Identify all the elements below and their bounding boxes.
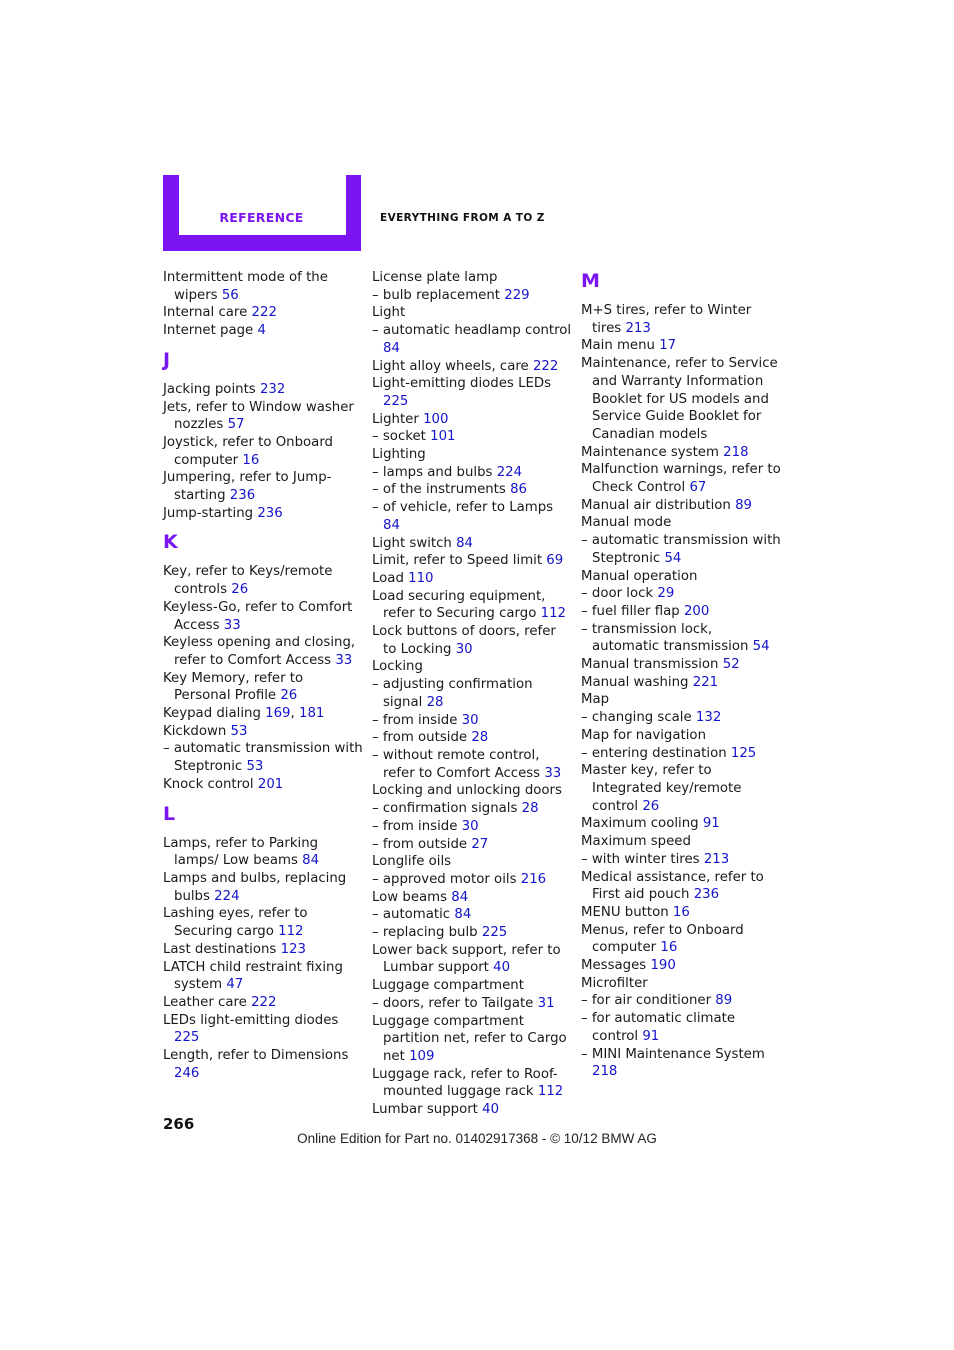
index-entry (581, 957, 781, 975)
index-entry (581, 745, 781, 763)
page-link[interactable]: 89 (715, 993, 733, 1009)
index-entry (372, 322, 572, 357)
index-entry (372, 464, 572, 482)
index-letter-heading: J (163, 348, 171, 371)
index-entry (581, 585, 781, 603)
index-entry (581, 603, 781, 621)
index-letter-heading: M (581, 270, 600, 292)
page-link[interactable]: 224 (496, 464, 523, 480)
index-entry (372, 836, 572, 854)
index-entry-text: Light alloy wheels, care (372, 358, 529, 374)
index-entry (581, 1010, 781, 1045)
page-link[interactable]: 52 (722, 657, 740, 673)
page-link[interactable]: 26 (280, 688, 298, 704)
index-entry (372, 287, 572, 305)
index-entry-text: Maximum speed (581, 834, 691, 850)
index-entry-text: Messages (581, 958, 647, 974)
index-entry-text: – automatic transmission with Steptronic (163, 741, 363, 775)
index-entry (372, 889, 572, 907)
index-entry (372, 428, 572, 446)
index-entry-text: – fuel filler flap (581, 603, 680, 619)
index-entry (581, 302, 781, 337)
index-entry-text: Luggage rack, refer to Roof-mounted luggage rack (372, 1066, 558, 1100)
page-link[interactable]: 30 (461, 712, 479, 728)
index-entry-text: – transmission lock, automatic transmission (581, 621, 749, 655)
index-entry-text: Microfilter (581, 975, 648, 991)
index-entry (372, 712, 572, 730)
index-entry-text: Lock buttons of doors, refer to Locking (372, 624, 556, 657)
index-entry-text: Intermittent mode of the wipers (163, 270, 328, 303)
page-link[interactable]: 86 (510, 482, 527, 498)
page-link[interactable]: 218 (592, 1064, 618, 1080)
index-entry (581, 727, 781, 745)
index-entry-text: – from outside (372, 836, 468, 852)
index-entry (372, 1066, 572, 1101)
index-entry-text: LEDs light-emitting diodes (163, 1012, 339, 1028)
index-entry (372, 942, 572, 977)
page-link[interactable]: 112 (278, 924, 304, 940)
index-entry: Keypad dialing 169, 181 (163, 706, 325, 722)
reference-tab-inner (179, 175, 346, 235)
index-entry-text: Keypad dialing (163, 706, 261, 722)
index-entry (581, 833, 781, 851)
index-entry (163, 399, 363, 434)
index-entry (372, 411, 572, 429)
page-link[interactable]: 221 (692, 674, 719, 690)
page-link[interactable]: 132 (695, 710, 722, 726)
page-link[interactable]: 123 (280, 941, 306, 957)
page-link[interactable]: 29 (657, 586, 675, 602)
page-link[interactable]: 110 (408, 570, 434, 586)
index-entry-text: Key, refer to Keys/remote controls (163, 564, 333, 598)
page-link[interactable]: 222 (251, 994, 277, 1010)
index-entry-text: Keyless-Go, refer to Comfort Access (163, 599, 353, 633)
index-entry-text: Keyless opening and closing, refer to Comfort Access (163, 635, 356, 668)
index-entry-text: – for automatic climate control (581, 1011, 736, 1044)
page-link[interactable]: 224 (214, 888, 240, 904)
index-entry-text: Load (372, 570, 404, 586)
index-entry (372, 481, 572, 499)
index-entry-text: – of the instruments (372, 482, 506, 498)
page-link[interactable]: 236 (693, 887, 720, 903)
index-entry (163, 723, 363, 741)
index-entry-text: Longlife oils (372, 854, 452, 870)
index-entry (372, 676, 572, 711)
index-entry-text: Joystick, refer to Onboard computer (163, 434, 334, 468)
page-link[interactable]: 56 (221, 287, 239, 303)
index-entry-text: Jets, refer to Window washer nozzles (163, 399, 354, 433)
page-link[interactable]: 112 (540, 606, 566, 622)
page-link[interactable]: 213 (703, 851, 730, 867)
index-entry (372, 1101, 572, 1119)
index-entry (581, 497, 781, 515)
index-entry (372, 977, 572, 995)
index-entry-text: MENU button (581, 904, 669, 920)
index-entry (372, 906, 572, 924)
index-entry-text: Lamps and bulbs, replacing bulbs (163, 870, 347, 904)
index-entry-text: – replacing bulb (372, 925, 478, 941)
index-entry-text: Lower back support, refer to Lumbar support (372, 942, 561, 976)
index-entry-text: Internal care (163, 305, 248, 321)
index-entry (581, 621, 781, 656)
index-entry-text: Light (372, 305, 406, 321)
page-link[interactable]: 112 (537, 1084, 564, 1100)
index-entry (372, 853, 572, 871)
index-entry (372, 269, 572, 287)
index-column-2 (372, 269, 572, 1119)
index-column-3 (581, 269, 781, 1081)
page-link[interactable]: 30 (455, 641, 473, 657)
page-link[interactable]: 225 (174, 1030, 200, 1046)
page-link[interactable]: 84 (456, 535, 474, 551)
page-link[interactable]: 84 (383, 517, 400, 533)
index-entry (163, 905, 363, 940)
page-link[interactable]: 84 (454, 907, 472, 923)
page-link[interactable]: 84 (451, 889, 469, 905)
index-entry (163, 381, 363, 399)
index-entry (581, 975, 781, 993)
page-link[interactable]: 30 (461, 818, 479, 834)
page-link[interactable]: 53 (230, 723, 248, 739)
page-link[interactable]: 125 (730, 745, 757, 761)
index-entry (372, 623, 572, 658)
index-entry (372, 552, 572, 570)
index-entry-text: Jump-starting (163, 505, 254, 521)
page-link[interactable]: 201 (257, 776, 284, 792)
index-entry (581, 337, 781, 355)
index-entry (372, 570, 572, 588)
index-entry (581, 922, 781, 957)
page-link[interactable]: 31 (537, 995, 555, 1011)
page-link[interactable]: 109 (409, 1048, 435, 1064)
index-entry-text: – from outside (372, 730, 468, 746)
page-link[interactable]: 100 (423, 411, 449, 427)
index-entry (581, 815, 781, 833)
index-entry-text: – MINI Maintenance System (581, 1046, 765, 1062)
page-link[interactable]: 54 (752, 639, 770, 655)
index-entry-text: Load securing equipment, refer to Securing cargo (372, 588, 546, 622)
index-entry-text: Limit, refer to Speed limit (372, 553, 543, 569)
index-entry-text: Lashing eyes, refer to Securing cargo (163, 906, 308, 940)
page-link[interactable]: 26 (231, 582, 249, 598)
index-entry (581, 691, 781, 709)
page-link[interactable]: 28 (426, 694, 444, 710)
index-entry-text: – door lock (581, 586, 654, 602)
index-entry (372, 747, 572, 782)
footer-edition-note: Online Edition for Part no. 01402917368 - © 10/12 BMW AG (297, 1131, 657, 1146)
index-entry-text: Lighter (372, 411, 419, 427)
index-entry (372, 588, 572, 623)
page-link[interactable]: 246 (174, 1065, 200, 1081)
index-entry-text: Lighting (372, 447, 426, 463)
page-link[interactable]: 101 (430, 429, 456, 445)
index-entry (163, 634, 363, 669)
index-entry (581, 674, 781, 692)
page-link[interactable]: 33 (223, 617, 241, 633)
index-entry-text: Maintenance system (581, 444, 719, 460)
page-link[interactable]: 222 (251, 305, 277, 321)
index-entry-text: Medical assistance, refer to First aid pouch (581, 869, 764, 903)
index-entry-text: Locking (372, 659, 423, 675)
index-entry (372, 782, 572, 800)
index-entry-text: – automatic headlamp control (372, 323, 572, 339)
page-link[interactable]: 232 (259, 381, 286, 397)
page-link[interactable]: 53 (246, 759, 264, 775)
index-entry-text: Manual transmission (581, 657, 719, 673)
index-entry (163, 776, 363, 794)
index-entry-text: Menus, refer to Onboard computer (581, 922, 744, 956)
index-entry (163, 469, 363, 504)
index-entry-text: Maintenance, refer to Service and Warranty Information Booklet for US models and Service Guide Booklet for Canadian models (581, 356, 778, 442)
index-entry-text: Key Memory, refer to Personal Profile (163, 670, 304, 704)
index-entry (372, 995, 572, 1013)
index-entry (372, 924, 572, 942)
page-link[interactable]: 190 (650, 958, 676, 974)
index-entry-text: Length, refer to Dimensions (163, 1048, 349, 1064)
index-entry-text: Low beams (372, 889, 448, 905)
index-entry (372, 446, 572, 464)
index-entry-text: – from inside (372, 712, 458, 728)
index-entry-text: Luggage compartment (372, 978, 524, 994)
index-entry (163, 1047, 363, 1082)
index-entry (372, 304, 572, 322)
page-link[interactable]: 69 (546, 553, 564, 569)
page-link[interactable]: 4 (257, 323, 266, 339)
index-entry (372, 800, 572, 818)
index-entry-text: – adjusting confirmation signal (372, 677, 533, 710)
index-entry-text: Jumpering, refer to Jump-starting (163, 470, 332, 504)
page-link[interactable]: 89 (735, 497, 753, 513)
index-entry-text: Manual mode (581, 515, 672, 531)
index-entry-text: – with winter tires (581, 851, 700, 867)
page-link[interactable]: 200 (683, 603, 710, 619)
index-entry-text: M+S tires, refer to Winter tires (581, 303, 752, 336)
page-link[interactable]: 225 (383, 393, 409, 409)
page-link[interactable]: 67 (689, 480, 707, 496)
index-entry (581, 709, 781, 727)
index-entry (163, 269, 363, 304)
index-entry-text: Map for navigation (581, 727, 706, 743)
index-entry (581, 992, 781, 1010)
index-entry-text: – lamps and bulbs (372, 464, 493, 480)
index-entry (581, 656, 781, 674)
index-entry-text: Manual operation (581, 568, 698, 584)
index-entry (372, 871, 572, 889)
index-entry-text: – socket (372, 429, 426, 445)
index-entry-text: – of vehicle, refer to Lamps (372, 500, 554, 516)
page-link[interactable]: 91 (702, 816, 720, 832)
index-entry (163, 322, 363, 340)
reference-tab-label: REFERENCE (219, 210, 304, 225)
page-link[interactable]: 91 (642, 1028, 660, 1044)
index-entry-text: Malfunction warnings, refer to Check Control (581, 462, 781, 496)
index-entry (372, 658, 572, 676)
index-entry-text: – without remote control, refer to Comfort Access (372, 747, 541, 781)
page-link[interactable]: 40 (482, 1102, 500, 1118)
index-entry-text: Last destinations (163, 941, 277, 957)
index-entry-text: LATCH child restraint fixing system (163, 959, 343, 993)
page-link[interactable]: 216 (520, 871, 547, 887)
index-entry (372, 358, 572, 376)
index-letter-heading: K (163, 531, 178, 554)
index-entry (163, 870, 363, 905)
index-entry-text: Lamps, refer to Parking lamps/ Low beams (163, 835, 319, 869)
index-entry (163, 304, 363, 322)
index-entry (372, 535, 572, 553)
page-link[interactable]: 28 (521, 801, 539, 817)
index-entry (581, 869, 781, 904)
index-entry-text: – approved motor oils (372, 871, 517, 887)
page-link[interactable]: 236 (257, 505, 283, 521)
index-entry (581, 444, 781, 462)
index-entry (163, 599, 363, 634)
index-entry-text: – for air conditioner (581, 993, 712, 1009)
index-entry (581, 355, 781, 444)
index-letter-heading: L (163, 802, 176, 825)
page-link[interactable]: 84 (302, 853, 320, 869)
index-entry (372, 729, 572, 747)
page-link[interactable]: 16 (242, 452, 260, 468)
index-entry-text: – from inside (372, 818, 458, 834)
index-entry (581, 904, 781, 922)
index-entry (581, 532, 781, 567)
index-entry-text: Manual air distribution (581, 497, 731, 513)
index-entry (163, 941, 363, 959)
index-entry (163, 959, 363, 994)
page-link[interactable]: 169 (265, 706, 291, 722)
index-entry (581, 1046, 781, 1081)
index-entry-text: Knock control (163, 776, 254, 792)
index-entry (163, 434, 363, 469)
index-entry (163, 994, 363, 1012)
index-entry-text: Map (581, 692, 610, 708)
index-entry (163, 505, 363, 523)
page-link[interactable]: 16 (660, 940, 678, 956)
index-entry (372, 818, 572, 836)
page-link[interactable]: 16 (672, 904, 690, 920)
index-entry (163, 835, 363, 870)
index-entry-text: – doors, refer to Tailgate (372, 995, 534, 1011)
index-entry-text: Jacking points (163, 381, 256, 397)
index-entry (581, 568, 781, 586)
page-link[interactable]: 229 (504, 287, 530, 303)
index-entry (581, 514, 781, 532)
page-link[interactable]: 27 (471, 836, 489, 852)
page-link[interactable]: 57 (227, 417, 245, 433)
page-link[interactable]: 236 (229, 488, 256, 504)
page-link[interactable]: 40 (493, 960, 511, 976)
page-link[interactable]: 47 (226, 977, 244, 993)
page-link[interactable]: 181 (299, 706, 325, 722)
index-entry-text: Luggage compartment partition net, refer to Cargo net (372, 1013, 567, 1064)
index-entry (163, 670, 363, 705)
index-entry (163, 740, 363, 775)
index-entry-text: Main menu (581, 338, 655, 354)
index-entry-text: Internet page (163, 323, 254, 339)
page-link[interactable]: 84 (383, 340, 400, 356)
section-title: EVERYTHING FROM A TO Z (380, 212, 545, 224)
page-link[interactable]: 213 (625, 320, 651, 336)
index-entry-text: Light-emitting diodes LEDs (372, 376, 552, 392)
index-entry (163, 563, 363, 598)
index-entry-text: Light switch (372, 535, 452, 551)
index-entry-text: Lumbar support (372, 1102, 478, 1118)
index-entry-text: Leather care (163, 994, 247, 1010)
page-link[interactable]: 26 (642, 798, 660, 814)
page-link[interactable]: 222 (532, 358, 559, 374)
page-link[interactable]: 17 (659, 338, 677, 354)
page-link[interactable]: 54 (664, 550, 682, 566)
index-entry-text: – changing scale (581, 710, 692, 726)
index-entry-text: – confirmation signals (372, 801, 518, 817)
index-entry (372, 1013, 572, 1066)
index-entry-text: – automatic transmission with Steptronic (581, 533, 781, 566)
index-entry-text: – entering destination (581, 745, 727, 761)
page-link[interactable]: 28 (471, 730, 489, 746)
page-link[interactable]: 225 (481, 925, 508, 941)
index-entry (372, 499, 572, 534)
index-entry (163, 1012, 363, 1047)
index-entry (581, 851, 781, 869)
page-number: 266 (163, 1115, 195, 1133)
index-entry-text: Manual washing (581, 674, 689, 690)
index-entry-text: License plate lamp (372, 270, 498, 285)
index-entry-text: – automatic (372, 907, 451, 923)
page-link[interactable]: 218 (723, 444, 749, 460)
index-entry-text: Master key, refer to Integrated key/remote control (581, 763, 742, 814)
index-entry-text: Locking and unlocking doors (372, 783, 562, 799)
page-link[interactable]: 33 (544, 765, 562, 781)
index-entry-text: Maximum cooling (581, 816, 699, 832)
index-entry-text: Kickdown (163, 723, 227, 739)
index-entry (581, 762, 781, 815)
index-column-1 (163, 269, 363, 1082)
index-entry (372, 375, 572, 410)
page-link[interactable]: 33 (335, 652, 353, 668)
index-entry (581, 461, 781, 496)
index-entry-text: – bulb replacement (372, 287, 501, 303)
